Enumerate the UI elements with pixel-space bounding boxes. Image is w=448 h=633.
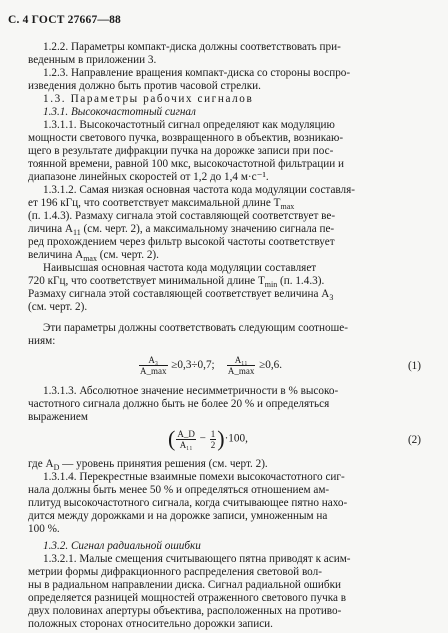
text-line: 1.2.3. Направление вращения компакт-диска со стороны воспро- [43,67,351,79]
text-line: ниям: [28,335,56,347]
text-line: 1.3.2.1. Малые смещения считывающего пятна приводят к асим- [43,553,351,565]
fraction: $\frac{\text{A₃}}{A\_\max}$ [140,355,167,376]
text-line: Эти параметры должны соответствовать следующим соотноше- [43,322,348,334]
text-line: 720 кГц, что соответствует минимальной длине $T_{min}$ (п. 1.4.3). [28,275,325,290]
text-line: 1.3.1.1. Высокочастотный сигнал определяют как модуляцию [43,119,335,131]
text-line: личина $A_{11}$ (см. черт. 2), а максимальному значению сигнала пе- [28,223,335,238]
text-line: определяется разницей мощностей отраженного светового пучка в [28,592,347,604]
text-line: где $A_D$ — уровень принятия решения (см. черт. 2). [28,458,268,473]
section-heading: 1.3. Параметры рабочих сигналов [43,93,254,105]
text-line: Наивысшая основная частота кода модуляции составляет [43,262,317,274]
text-line: (п. 1.4.3). Размаху сигнала этой составляющей соответствует ве- [28,210,336,222]
text-line: диапазоне линейных скоростей от 1,2 до 1,4 м·с⁻¹. [28,171,269,183]
text-line: ны в радиальном направлении диска. Сигнал радиальной ошибки [28,579,342,591]
fraction: $\frac{\text{A₁₁}}{A\_\max}$ [227,355,255,376]
text-line: нала должны быть менее 50 % и определяться отношением ам- [28,484,330,496]
fraction: $\frac{A\_D}{\text{A₁₁}}$ [177,428,195,450]
formula-2: ( $\frac{A\_D}{\text{A₁₁}}$ − $\frac{1}{2}$ )·100, [168,426,248,451]
text-line: 1.3.1.3. Абсолютное значение несимметричности в % высоко- [43,385,339,397]
text-line: изведения должно быть против часовой стрелки. [28,80,261,92]
text-line: положных сторонах относительно дорожки записи. [28,618,273,630]
text-line: выражением [28,411,88,423]
text-line: 1.3.1.2. Самая низкая основная частота кода модуляции составля- [43,184,356,196]
text-line: тоянной времени, равной 100 мкс, высокочастотной фильтрации и [28,158,345,170]
fraction: $\frac{1}{2}$ [210,428,216,450]
text-line: метрии формы дифракционного распределения световой вол- [28,566,322,578]
text-line: 1.2.2. Параметры компакт-диска должны соответствовать при- [43,41,341,53]
subsection-heading: 1.3.1. Высокочастотный сигнал [43,106,196,118]
text-line: плитуд высокочастотного сигнала, когда считывающее пятно нахо- [28,497,348,509]
text-line: частотного сигнала должно быть не более 20 % и определяться [28,398,330,410]
text-line: ет 196 кГц, что соответствует максимальной длине $T_{max}$ [28,197,295,212]
text-line: 1.3.1.4. Перекрестные взаимные помехи высокочастотного сиг- [43,471,345,483]
equation-number: (2) [407,434,421,446]
text-line: веденным в приложении 3. [28,54,157,66]
text-line: Размаху сигнала этой составляющей соответствует величина $A_3$ [28,288,334,303]
text-line: величина $A_{max}$ (см. черт. 2). [28,249,159,264]
formula-1: $\frac{\text{A₃}}{A\_\max}$ ≥0,3÷0,7; $\frac{\text{A₁₁}}{A\_\max}$ ≥0,6. [140,355,283,376]
text-line: 100 %. [28,523,60,535]
text-line: мощности светового пучка, возвращенного в объектив, возникаю- [28,132,344,144]
text-line: ред прохождением через фильтр высокой частоты соответствует [28,236,335,248]
text-line: двух половинах апертуры объектива, расположенных на противо- [28,605,342,617]
text-line: дится между дорожками и на дорожке записи, умноженным на [28,510,328,522]
text-line: щего в результате дифракции пучка на дорожке записи при пос- [28,145,334,157]
equation-number: (1) [407,360,421,372]
text-line: (см. черт. 2). [28,301,88,313]
subsection-heading: 1.3.2. Сигнал радиальной ошибки [43,540,201,552]
page-header: С. 4 ГОСТ 27667—88 [8,14,121,26]
